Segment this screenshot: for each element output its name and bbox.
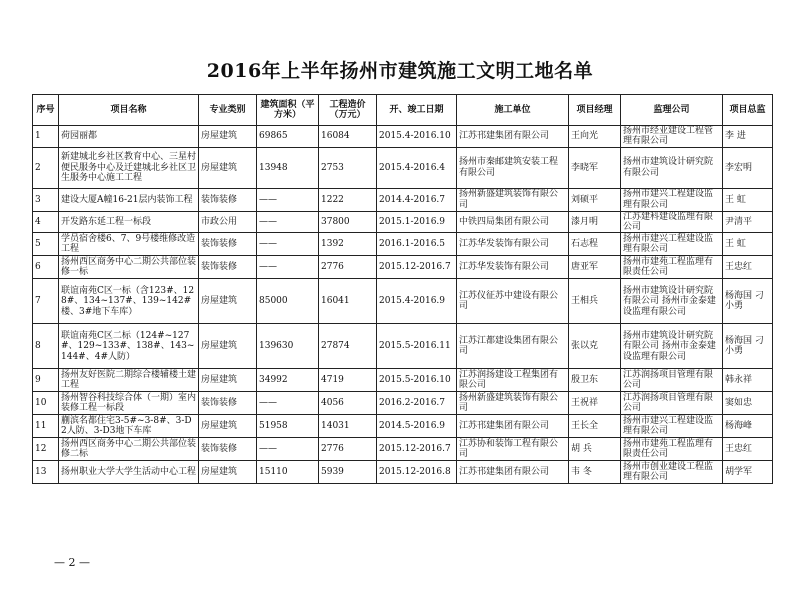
- cell-cost: 4056: [319, 392, 377, 415]
- header-dates: 开、竣工日期: [377, 95, 457, 126]
- cell-cost: 1392: [319, 233, 377, 256]
- cell-supervisor: 扬州市创业建设工程监理有限公司: [621, 461, 723, 484]
- cell-contractor: 扬州新盛建筑装饰有限公司: [457, 188, 569, 211]
- table-row: [33, 392, 773, 415]
- header-project: 项目名称: [59, 95, 199, 126]
- cell-chief: 韩永祥: [723, 369, 773, 392]
- cell-supervisor: 扬州市建兴工程建设监理有限公司: [621, 233, 723, 256]
- table-row: [33, 324, 773, 369]
- cell-cost: 5939: [319, 461, 377, 484]
- table-row: [33, 415, 773, 438]
- page-number: — 2 —: [54, 556, 90, 569]
- cell-dates: 2014.4-2016.7: [377, 188, 457, 211]
- cell-contractor: 江苏邗建集团有限公司: [457, 415, 569, 438]
- cell-area: 85000: [257, 279, 319, 324]
- cell-seq: 10: [33, 392, 59, 415]
- cell-seq: 13: [33, 461, 59, 484]
- cell-project: 荷园丽都: [59, 126, 199, 148]
- cell-project: 建设大厦A幢16-21层内装饰工程: [59, 188, 199, 211]
- cell-supervisor: 扬州市经业建设工程管理有限公司: [621, 126, 723, 148]
- cell-supervisor: 扬州市建筑设计研究院有限公司: [621, 147, 723, 188]
- cell-area: 13948: [257, 147, 319, 188]
- table-row: [33, 369, 773, 392]
- cell-manager: 胡 兵: [569, 438, 621, 461]
- cell-area: ——: [257, 438, 319, 461]
- cell-cost: 16084: [319, 126, 377, 148]
- cell-manager: 漆月明: [569, 211, 621, 233]
- cell-supervisor: 扬州市建筑设计研究院有限公司 扬州市金泰建设监理有限公司: [621, 324, 723, 369]
- cell-seq: 4: [33, 211, 59, 233]
- cell-category: 房屋建筑: [199, 126, 257, 148]
- cell-contractor: 江苏华发装饰有限公司: [457, 256, 569, 279]
- cell-area: 15110: [257, 461, 319, 484]
- cell-manager: 李晓军: [569, 147, 621, 188]
- header-category: 专业类别: [199, 95, 257, 126]
- cell-dates: 2015.1-2016.9: [377, 211, 457, 233]
- cell-project: 扬州西区商务中心二期公共部位装修二标: [59, 438, 199, 461]
- cell-category: 装饰装修: [199, 438, 257, 461]
- header-contractor: 施工单位: [457, 95, 569, 126]
- header-cost: 工程造价（万元）: [319, 95, 377, 126]
- cell-dates: 2015.4-2016.10: [377, 126, 457, 148]
- cell-contractor: 江苏邗建集团有限公司: [457, 461, 569, 484]
- cell-manager: 唐亚军: [569, 256, 621, 279]
- cell-project: 学员宿舍楼6、7、9号楼维修改造工程: [59, 233, 199, 256]
- cell-chief: 尹清平: [723, 211, 773, 233]
- cell-manager: 韦 冬: [569, 461, 621, 484]
- cell-project: 蒯滨名都住宅3-5#~3-8#、3-D2人防、3-D3地下车库: [59, 415, 199, 438]
- cell-seq: 11: [33, 415, 59, 438]
- cell-area: ——: [257, 392, 319, 415]
- cell-area: ——: [257, 211, 319, 233]
- cell-manager: 王祝祥: [569, 392, 621, 415]
- cell-supervisor: 扬州市建苑工程监理有限责任公司: [621, 438, 723, 461]
- cell-supervisor: 扬州市建兴工程建设监理有限公司: [621, 415, 723, 438]
- cell-cost: 2776: [319, 256, 377, 279]
- cell-contractor: 中铁四局集团有限公司: [457, 211, 569, 233]
- cell-project: 扬州智谷科技综合体（一期）室内装修工程一标段: [59, 392, 199, 415]
- cell-category: 房屋建筑: [199, 324, 257, 369]
- cell-category: 房屋建筑: [199, 369, 257, 392]
- cell-dates: 2016.1-2016.5: [377, 233, 457, 256]
- cell-project: 联谊南苑C区一标（含123#、128#、134~137#、139~142#楼、3#地下车库）: [59, 279, 199, 324]
- cell-cost: 16041: [319, 279, 377, 324]
- cell-project: 扬州西区商务中心二期公共部位装修一标: [59, 256, 199, 279]
- cell-category: 房屋建筑: [199, 415, 257, 438]
- cell-category: 房屋建筑: [199, 461, 257, 484]
- header-area: 建筑面积（平方米）: [257, 95, 319, 126]
- cell-cost: 2776: [319, 438, 377, 461]
- cell-manager: 王长全: [569, 415, 621, 438]
- cell-seq: 5: [33, 233, 59, 256]
- cell-dates: 2015.12-2016.7: [377, 256, 457, 279]
- cell-cost: 1222: [319, 188, 377, 211]
- table-header-row: [33, 95, 773, 126]
- cell-chief: 窦如忠: [723, 392, 773, 415]
- cell-contractor: 扬州市秦邮建筑安装工程有限公司: [457, 147, 569, 188]
- cell-chief: 李 进: [723, 126, 773, 148]
- cell-seq: 2: [33, 147, 59, 188]
- table-row: [33, 147, 773, 188]
- cell-category: 房屋建筑: [199, 279, 257, 324]
- cell-seq: 12: [33, 438, 59, 461]
- cell-area: 34992: [257, 369, 319, 392]
- cell-manager: 刘硕平: [569, 188, 621, 211]
- cell-chief: 杨海国 刁小勇: [723, 279, 773, 324]
- cell-contractor: 扬州新盛建筑装饰有限公司: [457, 392, 569, 415]
- page-title: 2016年上半年扬州市建筑施工文明工地名单: [206, 60, 594, 82]
- construction-sites-table: [32, 94, 773, 484]
- cell-supervisor: 扬州市建兴工程建设监理有限公司: [621, 188, 723, 211]
- cell-area: 51958: [257, 415, 319, 438]
- cell-contractor: 江苏润扬建设工程集团有限公司: [457, 369, 569, 392]
- table-row: [33, 233, 773, 256]
- cell-manager: 石志程: [569, 233, 621, 256]
- table-row: [33, 461, 773, 484]
- cell-dates: 2015.12-2016.7: [377, 438, 457, 461]
- cell-contractor: 江苏华发装饰有限公司: [457, 233, 569, 256]
- cell-chief: 杨海峰: [723, 415, 773, 438]
- cell-cost: 14031: [319, 415, 377, 438]
- cell-supervisor: 扬州市建筑设计研究院有限公司 扬州市金泰建设监理有限公司: [621, 279, 723, 324]
- cell-chief: 胡学军: [723, 461, 773, 484]
- cell-category: 市政公用: [199, 211, 257, 233]
- table-row: [33, 211, 773, 233]
- cell-project: 开发路东延工程一标段: [59, 211, 199, 233]
- cell-seq: 6: [33, 256, 59, 279]
- cell-cost: 2753: [319, 147, 377, 188]
- cell-seq: 1: [33, 126, 59, 148]
- cell-dates: 2015.5-2016.10: [377, 369, 457, 392]
- table-row: [33, 126, 773, 148]
- cell-contractor: 江苏邗建集团有限公司: [457, 126, 569, 148]
- cell-dates: 2015.4-2016.4: [377, 147, 457, 188]
- table-row: [33, 256, 773, 279]
- cell-dates: 2015.12-2016.8: [377, 461, 457, 484]
- cell-supervisor: 扬州市建苑工程监理有限责任公司: [621, 256, 723, 279]
- cell-supervisor: 江苏建科建设监理有限公司: [621, 211, 723, 233]
- cell-chief: 王 虹: [723, 188, 773, 211]
- cell-area: 139630: [257, 324, 319, 369]
- cell-chief: 王 虹: [723, 233, 773, 256]
- cell-seq: 7: [33, 279, 59, 324]
- cell-cost: 37800: [319, 211, 377, 233]
- header-chief: 项目总监: [723, 95, 773, 126]
- cell-category: 装饰装修: [199, 233, 257, 256]
- cell-seq: 9: [33, 369, 59, 392]
- cell-category: 装饰装修: [199, 188, 257, 211]
- cell-area: ——: [257, 233, 319, 256]
- cell-manager: 殷卫东: [569, 369, 621, 392]
- cell-dates: 2016.2-2016.7: [377, 392, 457, 415]
- cell-contractor: 江苏江都建设集团有限公司: [457, 324, 569, 369]
- cell-category: 装饰装修: [199, 392, 257, 415]
- cell-seq: 8: [33, 324, 59, 369]
- cell-chief: 杨海国 刁小勇: [723, 324, 773, 369]
- cell-project: 联谊南苑C区二标（124#~127#、129~133#、138#、143~144#、4#人防）: [59, 324, 199, 369]
- header-manager: 项目经理: [569, 95, 621, 126]
- header-seq: 序号: [33, 95, 59, 126]
- cell-contractor: 江苏仪征苏中建设有限公司: [457, 279, 569, 324]
- cell-manager: 王相兵: [569, 279, 621, 324]
- cell-contractor: 江苏协和装饰工程有限公司: [457, 438, 569, 461]
- cell-chief: 王忠红: [723, 438, 773, 461]
- header-supervisor: 监理公司: [621, 95, 723, 126]
- cell-project: 扬州职业大学大学生活动中心工程: [59, 461, 199, 484]
- cell-supervisor: 江苏润扬项目管理有限公司: [621, 392, 723, 415]
- table-row: [33, 438, 773, 461]
- cell-chief: 李宏明: [723, 147, 773, 188]
- cell-project: 扬州友好医院二期综合楼辅楼土建工程: [59, 369, 199, 392]
- cell-area: ——: [257, 188, 319, 211]
- cell-dates: 2014.5-2016.9: [377, 415, 457, 438]
- cell-cost: 4719: [319, 369, 377, 392]
- cell-dates: 2015.5-2016.11: [377, 324, 457, 369]
- cell-area: ——: [257, 256, 319, 279]
- cell-category: 装饰装修: [199, 256, 257, 279]
- cell-manager: 张以克: [569, 324, 621, 369]
- table-row: [33, 188, 773, 211]
- cell-manager: 王向光: [569, 126, 621, 148]
- cell-project: 新建城北乡社区教育中心、三星村便民服务中心及迁建城北乡社区卫生服务中心施工工程: [59, 147, 199, 188]
- cell-supervisor: 江苏润扬项目管理有限公司: [621, 369, 723, 392]
- table-row: [33, 279, 773, 324]
- cell-dates: 2015.4-2016.9: [377, 279, 457, 324]
- cell-area: 69865: [257, 126, 319, 148]
- cell-seq: 3: [33, 188, 59, 211]
- cell-chief: 王忠红: [723, 256, 773, 279]
- cell-category: 房屋建筑: [199, 147, 257, 188]
- cell-cost: 27874: [319, 324, 377, 369]
